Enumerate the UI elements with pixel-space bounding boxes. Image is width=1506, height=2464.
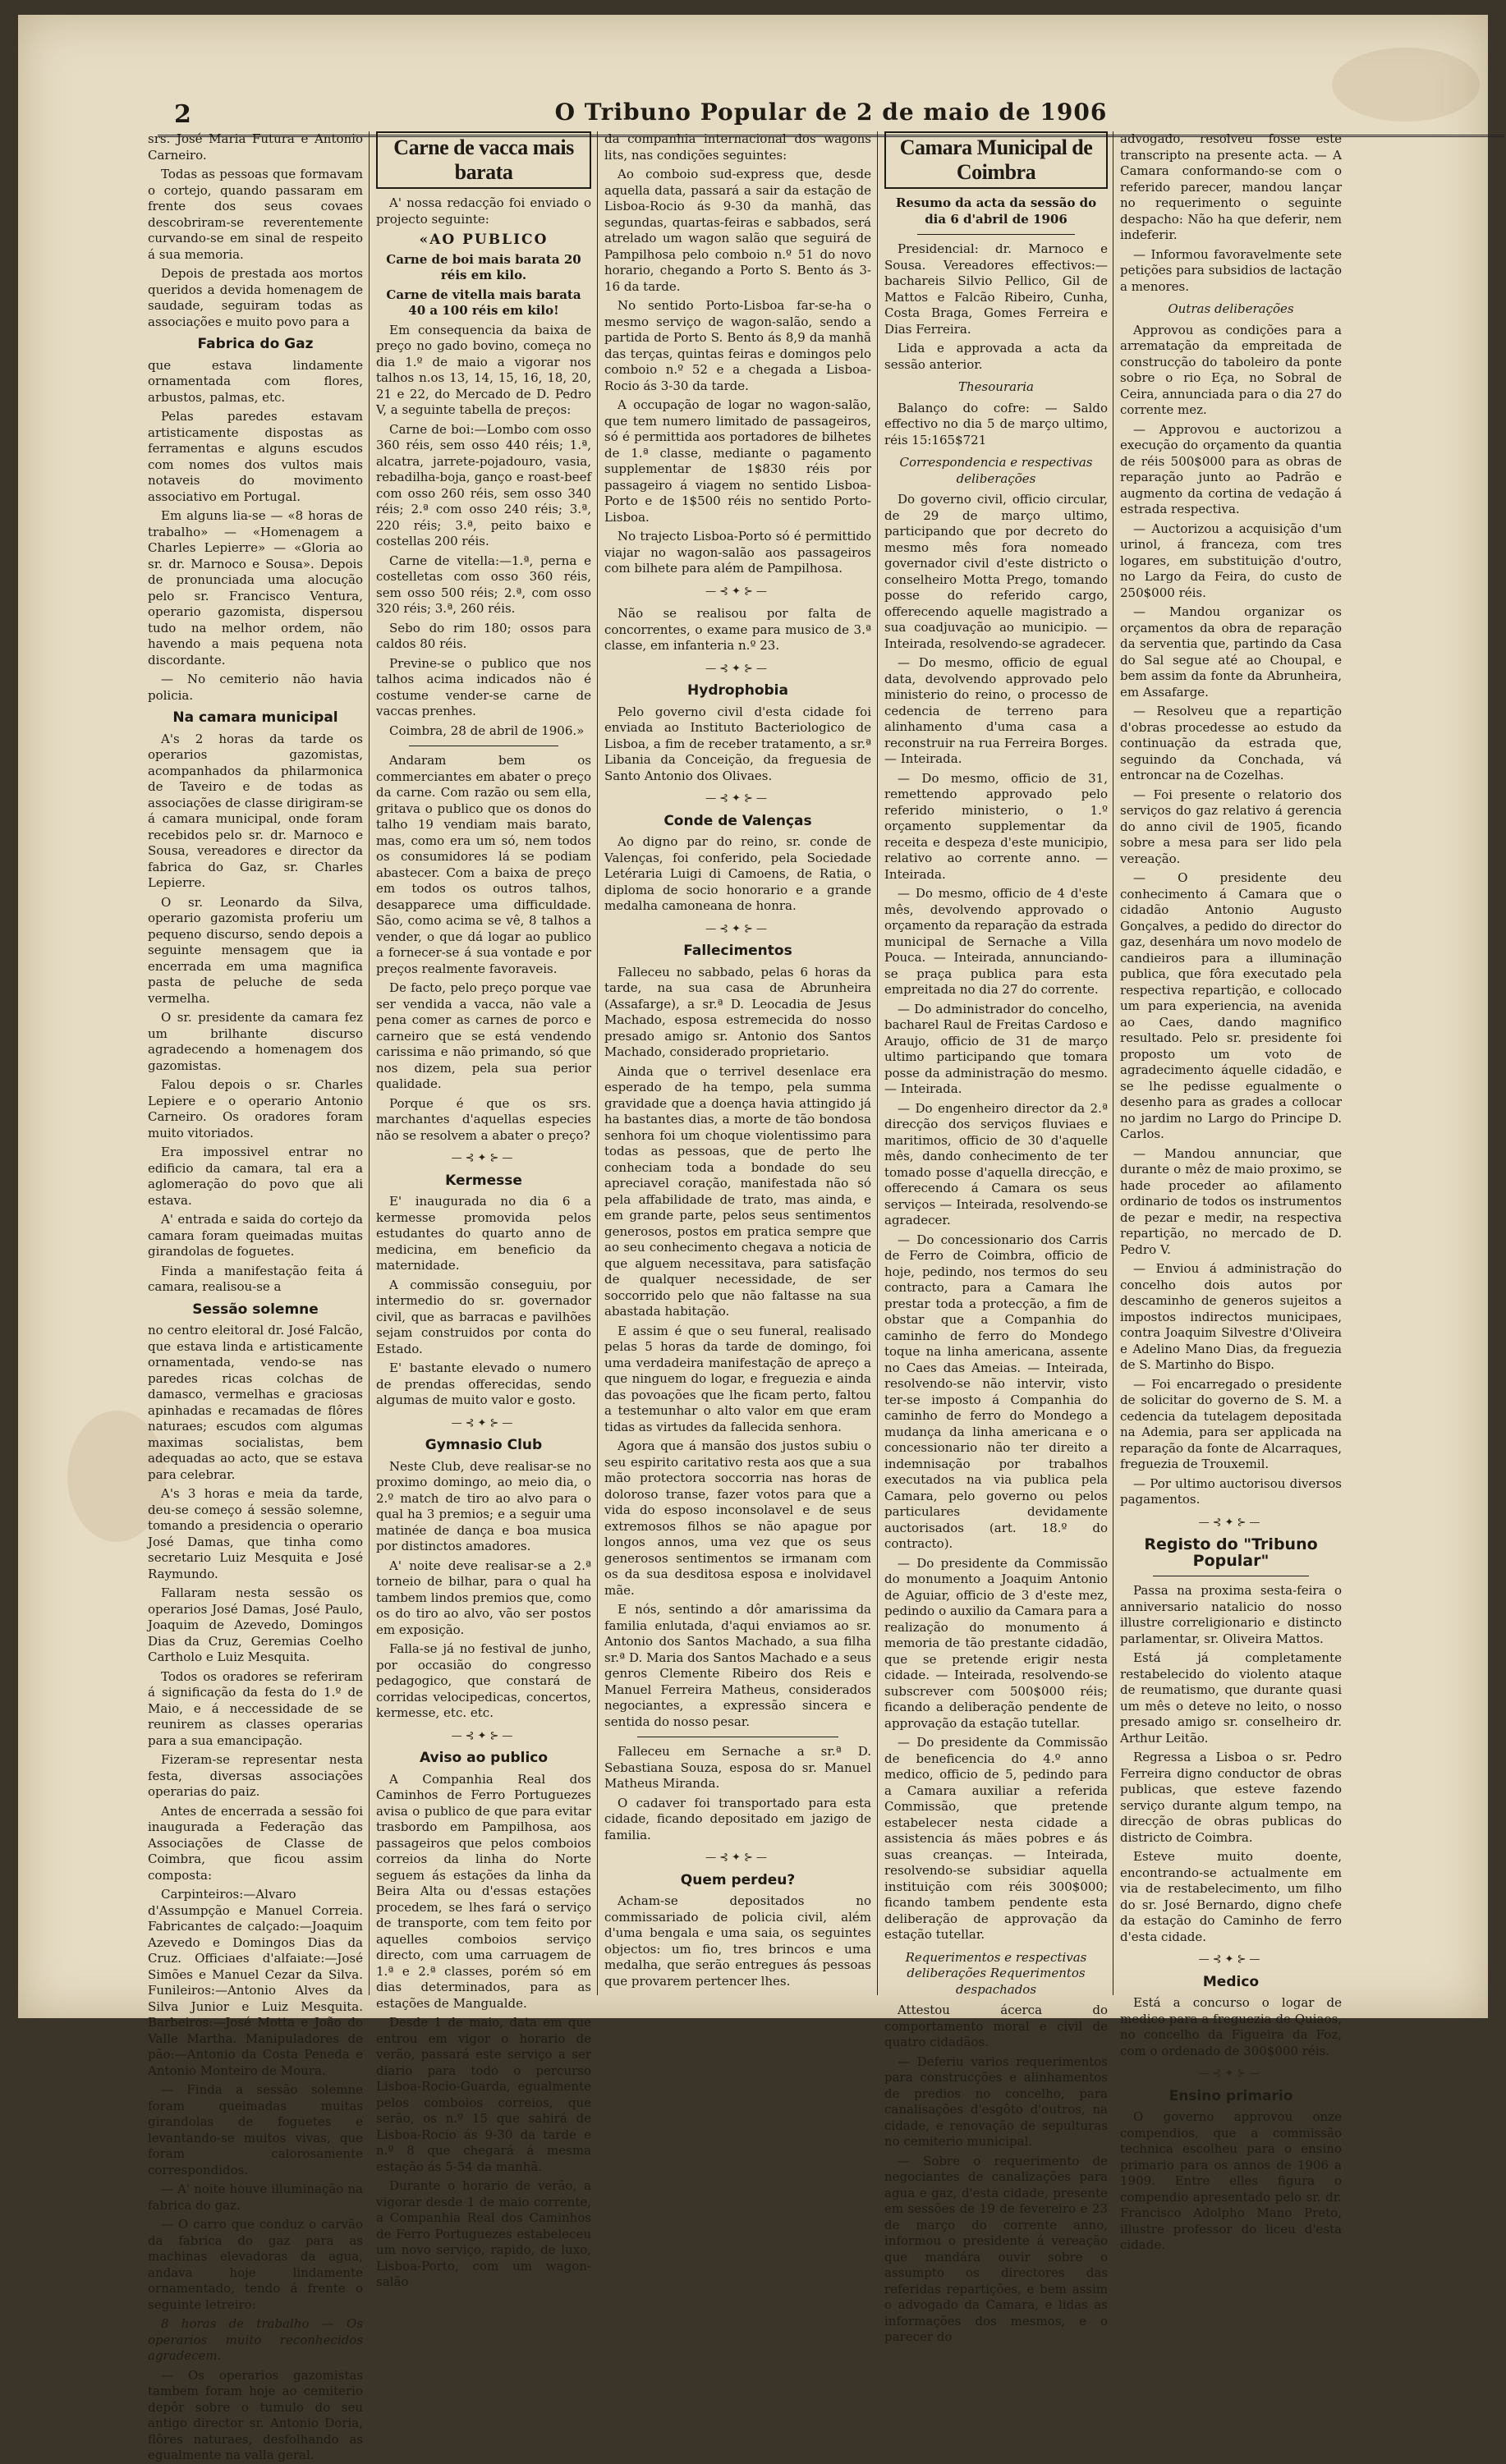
paragraph: Balanço do cofre: — Saldo effectivo no dia 5 de março ultimo, réis 15:165$721 (884, 400, 1108, 447)
ornament-divider: —⊰✦⊱— (1198, 2067, 1264, 2080)
section-heading: Ensino primario (1169, 2087, 1293, 2104)
section-heading: Aviso ao publico (419, 1750, 549, 1766)
section-heading: Correspondencia e respectivas deliberações (899, 455, 1093, 486)
paragraph: Falla-se já no festival de junho, por occasião do congresso pedagogico, que constará de corridas velocipedicas, concertos, kermesse, etc. etc. (376, 1641, 591, 1720)
paragraph: — Foi presente o relatorio dos serviços do gaz relativo á gerencia do anno civil de 1905, ficando sobre a mesa para ser lido pela vereação. (1120, 787, 1342, 866)
section-heading: «AO PUBLICO (419, 232, 549, 248)
section-heading: Conde de Valenças (663, 812, 812, 829)
paragraph: — Enviou á administração do concelho dois autos por descaminho de generos sujeitos a impostos indirectos municipaes, contra Joaquim Silvestre d'Oliveira e Adelino Mano Dias, da freguezia de S. Martinho do Bispo. (1120, 1261, 1342, 1372)
paragraph: Ainda que o terrivel desenlace era esperado de ha tempo, pela summa gravidade que a doença havia attingido já ha bastantes dias, a morte de tão bondosa senhora foi um choque violentissimo para todas as pessoas, que de perto lhe conheciam toda a bondade do seu apreciavel coração, manifestada não só pela affabilidade de trato, mas ainda, e em grande parte, pelos seus sentimentos generosos, postos em pratica sempre que ao seu conhecimento chegava a noticia de que alguem necessitava, para satisfação de qualquer necessidade, de ser soccorrido pelo que não faltasse na sua abastada habitação. (604, 1063, 871, 1319)
paragraph: Carne de vitella:—1.ª, perna e costelletas com osso 360 réis, sem osso 500 réis; 2.ª, com osso 320 réis; 3.ª, 260 réis. (376, 553, 591, 616)
section-heading: Sessão solemne (192, 1301, 319, 1318)
paragraph: — Mandou annunciar, que durante o mêz de maio proximo, se hade proceder ao afilamento ordinario de todos os instrumentos de pezar e medir, na respectiva repartição, no mercado de D. Pedro V. (1120, 1145, 1342, 1257)
paragraph: — A' noite houve illuminação na fabrica do gaz. (148, 2182, 363, 2213)
paragraph: — Do concessionario dos Carris de Ferro de Coimbra, officio de hoje, pedindo, nos termos do seu contracto, para a Camara lhe prestar toda a protecção, a fim de obstar que a Companhia do caminho de ferro do Mondego toque na linha americana, assente no Caes das Ameias. — Inteirada, resolvendo-se não intervir, visto ter-se imposto á Companhia do caminho de ferro do Mondego a mudança da linha americana e o concessionario não ter direito a indemnisação por trabalhos executados na via publica pela Camara, pelo governo ou pelos particulares devidamente auctorisados (art. 18.º do contracto). (884, 1232, 1108, 1551)
section-heading: Registo do "Tribuno Popular" (1144, 1535, 1318, 1570)
paragraph: que estava lindamente ornamentada com flores, arbustos, palmas, etc. (148, 357, 363, 405)
paragraph: Era impossivel entrar no edificio da camara, tal era a aglomeração do povo que ali estava. (148, 1145, 363, 1208)
paragraph: — Resolveu que a repartição d'obras procedesse ao estudo da continuação da estrada que, seguindo da Conchada, vá entroncar na de Cozelhas. (1120, 704, 1342, 782)
paragraph: srs. José Maria Futura e Antonio Carneiro. (148, 131, 363, 163)
paragraph: Do governo civil, officio circular, de 29 de março ultimo, participando que por decreto do mesmo mês fora nomeado governador civil d'este districto o conselheiro Motta Prego, tomando posse do referido cargo, offerecendo aquelle magistrado a sua coadjuvação ao municipio. — Inteirada, resolvendo-se agradecer. (884, 492, 1108, 651)
article-headline: Carne de vacca mais barata (376, 131, 591, 189)
paragraph: O sr. presidente da camara fez um brilhante discurso agradecendo a homenagem dos gazomistas. (148, 1010, 363, 1073)
paragraph: Andaram bem os commerciantes em abater o preço da carne. Com razão ou sem ella, gritava o publico que os donos do talho 19 vendiam mais barato, mas, como era um só, nem todos os consumidores lá se podiam abastecer. Com a baixa de preço em todos os outros talhos, desapparece uma difficuldade. São, como acima se vê, 8 talhos a vender, o que dá logar ao publico a fornecer-se á sua vontade e por preços realmente favoraveis. (376, 753, 591, 976)
section-heading: Na camara municipal (172, 709, 338, 726)
section-heading: Fabrica do Gaz (197, 336, 314, 352)
section-heading: Kermesse (445, 1172, 522, 1189)
paragraph: — Do presidente da Commissão do monumento a Joaquim Antonio de Aguiar, officio de 3 d'este mez, pedindo o auxilio da Camara para a realização do monumento á memoria de tão prestante cidadão, que se pretende erigir nesta cidade. — Inteirada, resolvendo-se subscrever com 500$000 réis; ficando a deliberação pendente de approvação da estação tutellar. (884, 1555, 1108, 1731)
ornament-divider: —⊰✦⊱— (1198, 1953, 1264, 1966)
paragraph: — Deferiu varios requerimentos para construcções e alinhamentos de predios no concelho, para canalisações d'esgôto d'outros, na cidade, e renovação de sepulturas no cemiterio municipal. (884, 2053, 1108, 2149)
section-heading: Hydrophobia (687, 682, 788, 699)
paragraph: Desde 1 de maio, data em que entrou em vigor o horario de verão, passará este serviço a ser diario para todo o percurso Lisboa-Rocio-Guarda, egualmente pelos comboios correios, que serão, os n.º 15 que sahirá de Lisboa-Rocio ás 9-30 da tarde e n.º 8 que chegará á mesma estação ás 5-54 da manhã. (376, 2015, 591, 2174)
column-rule (369, 131, 370, 1995)
page-number: 2 (174, 100, 191, 129)
column-1 (148, 131, 363, 2462)
paragraph: E' bastante elevado o numero de prendas offerecidas, sendo algumas de muito valor e gosto. (376, 1360, 591, 1407)
column-2 (376, 131, 591, 2289)
paragraph: A occupação de logar no wagon-salão, que tem numero limitado de passageiros, só é permittida aos portadores de bilhetes de 1.ª classe, mediante o pagamento supplementar de 1$830 réis por passageiro á viagem no sentido Lisboa-Porto e de 1$500 réis no sentido Porto-Lisboa. (604, 397, 871, 525)
paragraph: Resumo da acta da sessão do dia 6 d'abril de 1906 (895, 195, 1097, 227)
ornament-divider: —⊰✦⊱— (1198, 1516, 1264, 1529)
paragraph: Regressa a Lisboa o sr. Pedro Ferreira digno conductor de obras publicas, que esteve fazendo serviço durante algum tempo, na direcção de obras publicas do districto de Coimbra. (1120, 1750, 1342, 1845)
section-heading: Gymnasio Club (425, 1437, 543, 1453)
paragraph: A's 2 horas da tarde os operarios gazomistas, acompanhados da philarmonica de Taveiro e de todas as associações de classe dirigiram-se á camara municipal, onde foram recebidos pelo sr. dr. Marnoco e Sousa, vereadores e director da fabrica do Gaz, sr. Charles Lepierre. (148, 731, 363, 890)
paragraph: Pelas paredes estavam artisticamente dispostas as ferramentas e alguns escudos com nomes dos vultos mais notaveis do movimento associativo em Portugal. (148, 409, 363, 504)
column-4 (884, 131, 1108, 2344)
paragraph: — Do administrador do concelho, bacharel Raul de Freitas Cardoso e Araujo, officio de 31 de março ultimo participando que tomara posse da administração do mesmo. — Inteirada. (884, 1001, 1108, 1096)
column-3 (604, 131, 871, 1995)
paragraph: Durante o horario de verão, a vigorar desde 1 de maio corrente, a Companhia Real dos Caminhos de Ferro Portuguezes estabeleceu um novo serviço, rapido, de luxo, Lisboa-Porto, com um wagon-salão (376, 2178, 591, 2289)
paragraph: Carne de boi mais barata 20 réis em kilo. (386, 251, 581, 282)
column-rule (597, 131, 598, 1995)
ornament-divider: —⊰✦⊱— (451, 1416, 517, 1429)
paragraph: Fizeram-se representar nesta festa, diversas associações operarias do paiz. (148, 1752, 363, 1799)
paragraph: Falleceu em Sernache a sr.ª D. Sebastiana Souza, esposa do sr. Manuel Matheus Miranda. (604, 1744, 871, 1791)
paragraph: Lida e approvada a acta da sessão anterior. (884, 341, 1108, 372)
paragraph: — Foi encarregado o presidente de solicitar do governo de S. M. a cedencia da tutelagem depositada na Ademia, para ser applicada na reparação da fonte de Alcarraques, freguezia de Trouxemil. (1120, 1376, 1342, 1471)
paragraph: Finda a manifestação feita á camara, realisou-se a (148, 1263, 363, 1294)
paragraph: A's 3 horas e meia da tarde, deu-se começo á sessão solemne, tomando a presidencia o operario José Damas, que tinha como secretario Luiz Mesquita e José Raymundo. (148, 1486, 363, 1581)
paragraph: O sr. Leonardo da Silva, operario gazomista proferiu um pequeno discurso, sendo depois a seguinte mensagem que ia encerrada em uma magnifica pasta de peluche de seda vermelha. (148, 894, 363, 1006)
paragraph: A Companhia Real dos Caminhos de Ferro Portuguezes avisa o publico de que para evitar trasbordo em Pampilhosa, aos passageiros que pelos comboios correios da linha do Norte seguem ás estações da linha da Beira Alta ou d'essas estações procedem, se lhes fará o serviço de transporte, com tem feito por aquelles comboios serviço directo, com uma carruagem de 1.ª e 2.ª classes, porém só em dias determinados, para as estações de Mangualde. (376, 1771, 591, 2011)
paragraph: — Approvou e auctorizou a execução do orçamento da quantia de réis 500$000 para as obras de reparação junto ao Padrão e augmento da cortina de vedação á estrada respectiva. (1120, 421, 1342, 516)
paragraph: Depois de prestada aos mortos queridos a devida homenagem de saudade, seguiram todas as associações e muito povo para a (148, 266, 363, 329)
paragraph: — Mandou organizar os orçamentos da obra de reparação da serventia que, partindo da Casa do Sal segue até ao Choupal, e bem assim da fonte da Abrunheira, em Assafarge. (1120, 604, 1342, 700)
section-heading: Fallecimentos (683, 943, 792, 959)
ornament-divider: —⊰✦⊱— (705, 585, 770, 598)
paragraph: Não se realisou por falta de concorrentes, o exame para musico de 3.ª classe, em infanteria n.º 23. (604, 606, 871, 653)
article-headline: Camara Municipal de Coimbra (884, 131, 1108, 189)
paragraph: Presidencial: dr. Marnoco e Sousa. Vereadores effectivos:—bachareis Silvio Pellico, Gil de Mattos e Falcão Ribeiro, Cunha, Costa Braga, Gomes Ferreira e Dias Ferreira. (884, 241, 1108, 337)
section-heading: Requerimentos e respectivas deliberações Requerimentos despachados (905, 1949, 1087, 1997)
ornament-divider: —⊰✦⊱— (705, 1851, 770, 1864)
paragraph: — Do mesmo, officio de 31, remettendo approvado pelo referido ministerio, o 1.º orçamento supplementar da receita e despeza d'este municipio, relativo ao corrente anno. — Inteirada. (884, 770, 1108, 882)
paragraph: E assim é que o seu funeral, realisado pelas 5 horas da tarde de domingo, foi uma verdadeira manifestação de apreço a que ninguem do logar, e freguezia e ainda das povoações que lhe ficam perto, faltou a testemunhar o alto valor em que eram tidas as virtudes da fallecida senhora. (604, 1323, 871, 1434)
paragraph: Carne de boi:—Lombo com osso 360 réis, sem osso 440 réis; 1.ª, alcatra, jarrete-pojadouro, vasia, rebadilha-boja, ganço e roast-beef com osso 260 réis, sem osso 340 réis; 2.ª com osso 240 réis; 3.ª, 220 réis; 3.ª, peito baixo e costellas 200 réis. (376, 421, 591, 548)
paragraph: — O presidente deu conhecimento á Camara que o cidadão Antonio Augusto Gonçalves, a pedido do director do gaz, desenhára um novo modelo de candieiros para a illuminação publica, que fôra executado pela respectiva repartição, e collocado um para experiencia, na avenida ao Caes, dando magnifico resultado. Pelo sr. presidente foi proposto um voto de agradecimento áquelle cidadão, e se lhe pedisse egualmente o desenho para as grades a collocar no jardim no Largo do Principe D. Carlos. (1120, 870, 1342, 1141)
paragraph: — Informou favoravelmente sete petições para subsidios de lactação a menores. (1120, 246, 1342, 294)
paragraph: De facto, pelo preço porque vae ser vendida a vacca, não vale a pena comer as carnes de porco e carneiro que se está vendendo carissima e não primando, só que nos dizem, pela sua perior qualidade. (376, 980, 591, 1091)
paragraph: A commissão conseguiu, por intermedio do sr. governador civil, que as barracas e pavilhões sejam construidos por conta do Estado. (376, 1277, 591, 1356)
paragraph: Falou depois o sr. Charles Lepiere e o operario Antonio Carneiro. Os oradores foram muito vitoriados. (148, 1077, 363, 1140)
ornament-divider: —⊰✦⊱— (705, 922, 770, 935)
ornament-divider: —⊰✦⊱— (451, 1152, 517, 1164)
paragraph: Todos os oradores se referiram á significação da festa do 1.º de Maio, e á neccessidade de se reunirem as classes operarias para a sua emancipação. (148, 1668, 363, 1748)
paragraph: No trajecto Lisboa-Porto só é permittido viajar no wagon-salão aos passageiros com bilhete para além de Pampilhosa. (604, 529, 871, 576)
paragraph: — Finda a sessão solemne foram queimadas muitas girandolas de foguetes e levantando-se muitos vivas, que foram calorosamente correspondidos. (148, 2082, 363, 2177)
paragraph: — No cemiterio não havia policia. (148, 672, 363, 703)
section-heading: Quem perdeu? (680, 1871, 796, 1888)
paragraph: — O carro que conduz o carvão da fabrica do gaz para as machinas elevadoras da agua, andava hoje lindamente ornamentado, tendo á frente o seguinte letreiro: (148, 2217, 363, 2312)
paragraph: E nós, sentindo a dôr amarissima da familia enlutada, d'aqui enviamos ao sr. Antonio dos Santos Machado, a sua filha sr.ª D. Maria dos Santos Machado e a seus genros Clemente Ribeiro dos Reis e Manuel Ferreira Matheus, considerados negociantes, a expressão sincera e sentida do nosso pesar. (604, 1602, 871, 1729)
section-heading: Thesouraria (958, 379, 1034, 394)
paragraph: no centro eleitoral dr. José Falcão, que estava linda e artisticamente ornamentada, vendo-se nas paredes ricas colchas de damasco, vermelhas e graciosas apinhadas e recamadas de flôres naturaes; escudos com algumas maximas socialistas, bem adequadas ao acto, que se estava para celebrar. (148, 1323, 363, 1482)
columns (148, 131, 1495, 2462)
paragraph: Passa na proxima sesta-feira o anniversario natalicio do nosso illustre correligionario e distincto parlamentar, sr. Oliveira Mattos. (1120, 1583, 1342, 1646)
paragraph: Esteve muito doente, encontrando-se actualmente em via de restabelecimento, um filho do sr. José Bernardo, digno chefe da estação do Caminho de ferro d'esta cidade. (1120, 1849, 1342, 1944)
paragraph: — Do engenheiro director da 2.ª direcção dos serviços fluviaes e maritimos, officio de 30 d'aquelle mês, dando conhecimento de ter tomado posse d'aquella direcção, e offerecendo á Camara os seus serviços — Inteirada, resolvendo-se agradecer. (884, 1100, 1108, 1227)
paragraph: Agora que á mansão dos justos subiu o seu espirito caritativo resta aos que a sua mão protectora soccorria nas horas de doloroso transe, fazer votos para que a vida do esposo inconsolavel e de seus extremosos filhos se não apague por longos annos, uma vez que os seus generosos sentimentos se irmanam com os da sua desditosa esposa e inolvidavel mãe. (604, 1438, 871, 1598)
paragraph: Todas as pessoas que formavam o cortejo, quando passaram em frente dos seus covaes descobriram-se reverentemente curvando-se em sinal de respeito á sua memoria. (148, 167, 363, 262)
paragraph: Coimbra, 28 de abril de 1906.» (389, 723, 585, 738)
paragraph: A' noite deve realisar-se a 2.ª torneio de bilhar, para o qual ha tambem lindos premios que, como os do tiro ao alvo, vão ser postos em exposição. (376, 1558, 591, 1637)
paragraph: — Por ultimo auctorisou diversos pagamentos. (1120, 1475, 1342, 1507)
ornament-divider: —⊰✦⊱— (451, 1729, 517, 1742)
paragraph: Em alguns lia-se — «8 horas de trabalho» — «Homenagem a Charles Lepierre» — «Gloria ao sr. dr. Marnoco e Sousa». Depois de pronunciada uma alocução pelo sr. Francisco Ventura, operario gazomista, dispersou tudo na melhor ordem, não havendo a mais pequena nota discordante. (148, 508, 363, 668)
paragraph: Está a concurso o logar de medico para a freguezia de Quiaos, no concelho da Figueira da Foz, com o ordenado de 300$000 réis. (1120, 1995, 1342, 2058)
ornament-divider: —⊰✦⊱— (705, 662, 770, 675)
paragraph: Acham-se depositados no commissariado de policia civil, além d'uma bengala e uma saia, os seguintes objectos: um fio, tres brincos e uma medalha, que serão entregues ás pessoas que provarem pertencer lhes. (604, 1893, 871, 1989)
paragraph: advogado, resolveu fosse este transcripto na presente acta. — A Camara conformando-se com o referido parecer, mandou lançar no requerimento o seguinte despacho: Não ha que deferir, nem indeferir. (1120, 131, 1342, 242)
paragraph: E' inaugurada no dia 6 a kermesse promovida pelos estudantes do quarto anno de medicina, em beneficio da maternidade. (376, 1194, 591, 1273)
paragraph: Sebo do rim 180; ossos para caldos 80 réis. (376, 620, 591, 651)
paragraph: da companhia internacional dos wagons lits, nas condições seguintes: (604, 131, 871, 163)
paragraph: Falleceu no sabbado, pelas 6 horas da tarde, na sua casa de Abrunheira (Assafarge), a sr.ª D. Leocadia de Jesus Machado, esposa estremecida do nosso presado amigo sr. Antonio dos Santos Machado, considerado proprietario. (604, 964, 871, 1059)
paragraph: — Do mesmo, officio de egual data, devolvendo approvado pelo ministerio do reino, o processo de cedencia de terreno para alinhamento d'uma casa a reconstruir na rua Ferreira Borges. — Inteirada. (884, 655, 1108, 766)
paragraph: No sentido Porto-Lisboa far-se-ha o mesmo serviço de wagon-salão, sendo a partida de Porto S. Bento ás 8,9 da manhã das terças, quintas feiras e domingos pelo comboio n.º 52 e a chegada a Lisboa-Rocio ás 3-30 da tarde. (604, 298, 871, 393)
paragraph: Attestou ácerca do comportamento moral e civil de quatro cidadãos. (884, 2003, 1108, 2049)
paragraph: Ao digno par do reino, sr. conde de Valenças, foi conferido, pela Sociedade Letéraria Luigi di Camoens, de Ratia, o diploma de socio honorario e a grande medalha camoneana de honra. (604, 834, 871, 913)
paragraph: O governo approvou onze compendios, que a commissão technica escolheu para o ensino primario para os annos de 1906 a 1909. Entre elles figura o compendio apresentado pelo sr. dr. Francisco Adolpho Mano Preto, illustre professor do liceu d'esta cidade. (1120, 2109, 1342, 2252)
paragraph: — Os operarios gazomistas tambem foram hoje ao cemiterio depôr sobre o tumulo do seu antigo director sr. Antonio Doria, flôres naturaes, desfolhando as egualmente na valla geral. (148, 2367, 363, 2462)
divider (917, 234, 1075, 235)
paragraph: Ao comboio sud-express que, desde aquella data, passará a sair da estação de Lisboa-Rocio ás 9-30 da manhã, das segundas, quartas-feiras e sabbados, será atrelado um wagon salão que seguirá de Pampilhosa pelo comboio n.º 51 do novo horario, chegando a Porto S. Bento ás 3-16 da tarde. (604, 167, 871, 294)
section-heading: Outras deliberações (1168, 301, 1294, 316)
paragraph: Em consequencia da baixa de preço no gado bovino, começa no dia 1.º de maio a vigorar nos talhos n.os 13, 14, 15, 16, 18, 20, 21 e 22, do Mercado de D. Pedro V, a seguinte tabella de preços: (376, 322, 591, 417)
ornament-divider: —⊰✦⊱— (705, 792, 770, 805)
paragraph: Porque é que os srs. marchantes d'aquellas especies não se resolvem a abater o preço? (376, 1095, 591, 1143)
paragraph: — Sobre o requerimento de negociantes de canalizações para agua e gaz, d'esta cidade, presente em sessões de 19 de fevereiro e 23 de março do corrente anno, informou o presidente á vereação que mandára ouvir sobre o assumpto os directores das referidas repartições, e bem assim o advogado da Camara, e lidas as informações dos mesmos, e o parecer do (884, 2153, 1108, 2344)
paragraph: Pelo governo civil d'esta cidade foi enviada ao Instituto Bacteriologico de Lisboa, a fim de receber tratamento, a sr.ª Libania da Conceição, da freguesia de Santo Antonio dos Olivaes. (604, 704, 871, 783)
column-rule (877, 131, 878, 1995)
paragraph: Previne-se o publico que nos talhos acima indicados não é costume vender-se carne de vaccas prenhes. (376, 655, 591, 718)
column-5 (1120, 131, 1342, 2252)
paragraph: — Auctorizou a acquisição d'um urinol, á franceza, com tres logares, em substituição d'outro, no Largo da Feira, do custo de 250$000 réis. (1120, 521, 1342, 600)
paragraph: Fallaram nesta sessão os operarios José Damas, José Paulo, Joaquim de Azevedo, Domingos Dias da Cruz, Geremias Coelho Cartholo e Luiz Mesquita. (148, 1585, 363, 1664)
paragraph: — Do presidente da Commissão de beneficencia do 4.º anno medico, officio de 5, pedindo para a Camara auxiliar a referida Commissão, que pretende estabelecer nesta cidade a assistencia ás mães pobres e ás suas creanças. — Inteirada, resolvendo-se subsidiar aquella instituição com réis 300$000; ficando tambem pendente esta deliberação de approvação da estação tutellar. (884, 1735, 1108, 1942)
paragraph: Antes de encerrada a sessão foi inaugurada a Federação das Associações de Classe de Coimbra, que ficou assim composta: (148, 1803, 363, 1883)
section-heading: Medico (1202, 1973, 1260, 1990)
paragraph: — Do mesmo, officio de 4 d'este mês, devolvendo approvado o orçamento da reparação da estrada municipal de Sernache a Villa Pouca. — Inteirada, annunciando-se praça publica para esta empreitada no dia 27 do corrente. (884, 886, 1108, 997)
paragraph: Carpinteiros:—Alvaro d'Assumpção e Manuel Correia. Fabricantes de calçado:—Joaquim Azevedo e Domingos Dias da Cruz. Officiaes d'alfaiate:—José Simões e Manuel Cezar da Silva. Funileiros:—Antonio Alves da Silva Junior e Luiz Mesquita. Barbeiros:—José Motta e João do Valle Martha. Manipuladores de pão:—Antonio da Costa Peneda e Antonio Monteiro de Moura. (148, 1887, 363, 2078)
paragraph: A' entrada e saida do cortejo da camara foram queimadas muitas girandolas de foguetes. (148, 1212, 363, 1259)
paragraph: 8 horas de trabalho — Os operarios muito reconhecidos agradecem. (148, 2316, 363, 2363)
paragraph: Carne de vitella mais barata 40 a 100 réis em kilo! (386, 287, 581, 318)
paragraph: A' nossa redacção foi enviado o projecto seguinte: (376, 195, 591, 227)
paragraph: Approvou as condições para a arrematação da empreitada de construcção do taboleiro da ponte sobre o rio Eça, no Sobral de Ceira, annunciada para o dia 27 do corrente mez. (1120, 322, 1342, 417)
paragraph: Está já completamente restabelecido do violento ataque de reumatismo, que durante quasi um mês o deteve no leito, o nosso presado amigo sr. conselheiro dr. Arthur Leitão. (1120, 1650, 1342, 1746)
paragraph: O cadaver foi transportado para esta cidade, ficando depositado em jazigo de familia. (604, 1795, 871, 1842)
newspaper-title: O Tribuno Popular de 2 de maio de 1906 (554, 99, 1108, 126)
paragraph: Neste Club, deve realisar-se no proximo domingo, ao meio dia, o 2.º match de tiro ao alvo para o qual ha 3 premios; e a seguir uma matinée de dança e boa musica por distinctos amadores. (376, 1458, 591, 1553)
